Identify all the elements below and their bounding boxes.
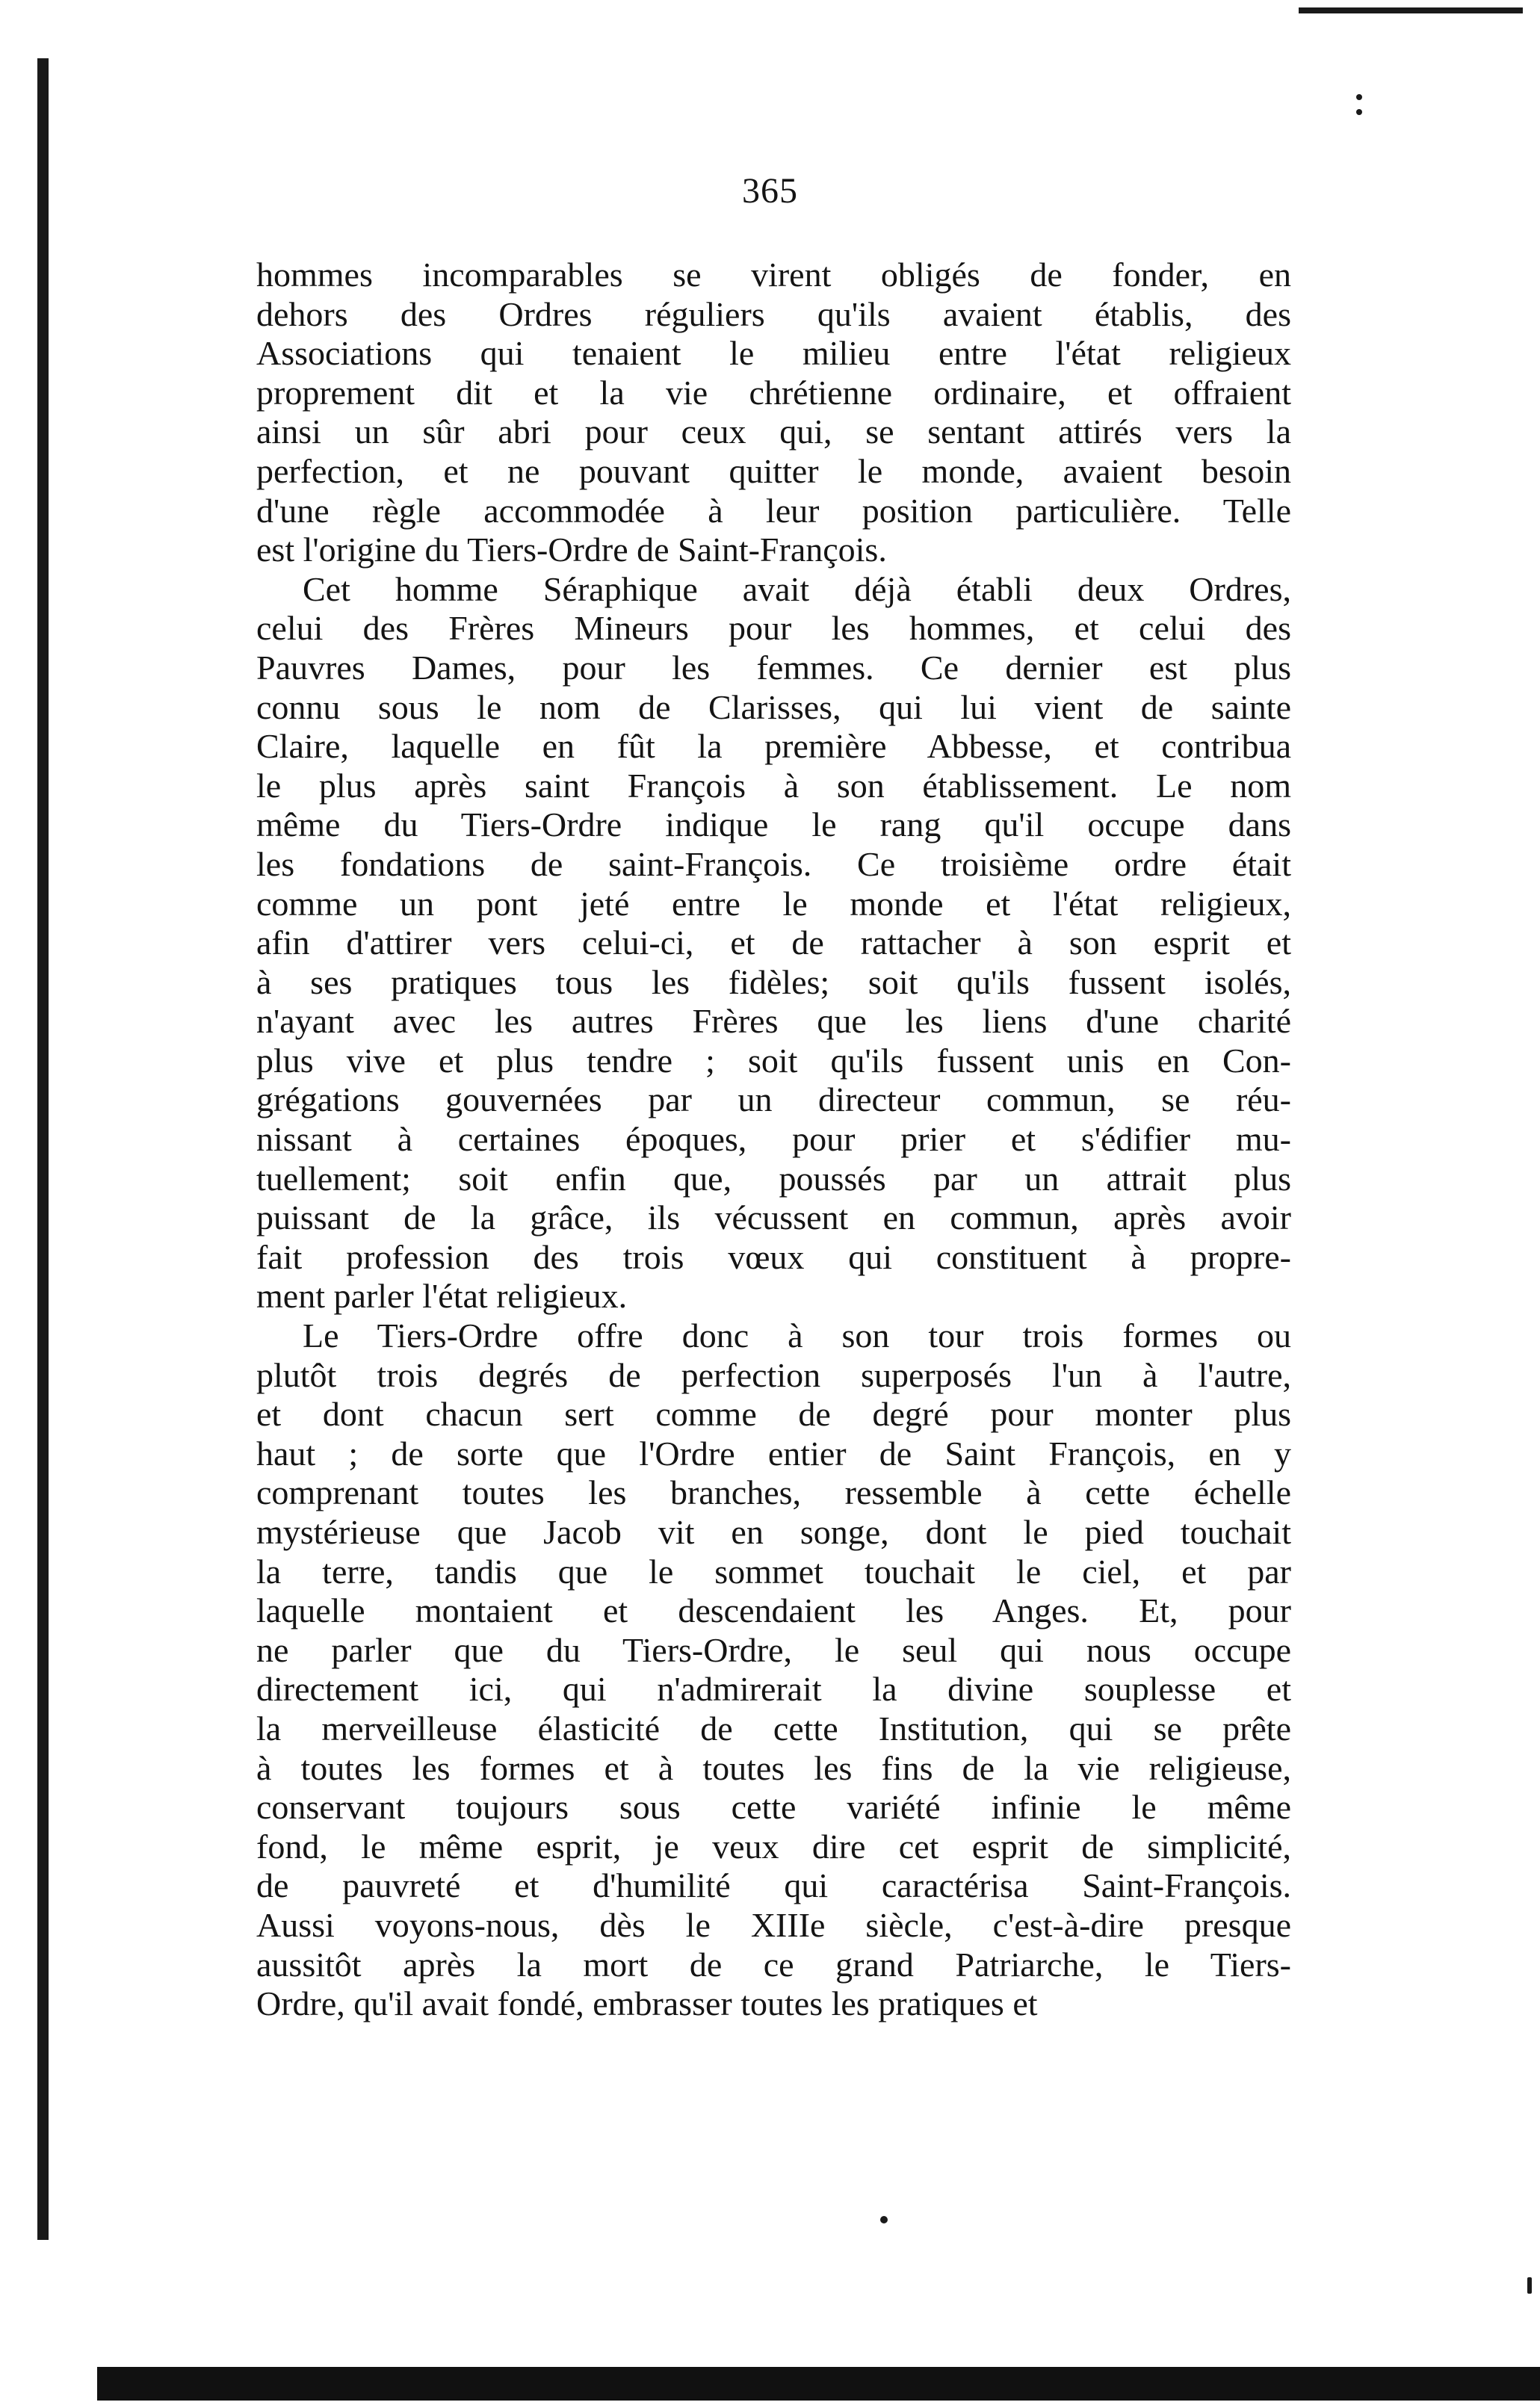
text-line: puissant de la grâce, ils vécussent en commun, après avoir	[256, 1198, 1291, 1237]
top-edge-rule	[1299, 7, 1523, 13]
text-line: directement ici, qui n'admirerait la divine souplesse et	[256, 1670, 1291, 1709]
text-line: celui des Frères Mineurs pour les hommes, et celui des	[256, 609, 1291, 648]
text-line: aussitôt après la mort de ce grand Patriarche, le Tiers-	[256, 1945, 1291, 1984]
body-text	[256, 256, 1291, 2024]
text-line: proprement dit et la vie chrétienne ordinaire, et offraient	[256, 373, 1291, 412]
text-line: ment parler l'état religieux.	[256, 1277, 628, 1316]
text-line: de pauvreté et d'humilité qui caractérisa Saint-François.	[256, 1866, 1291, 1905]
text-line: Aussi voyons-nous, dès le XIIIe siècle, c'est-à-dire presque	[256, 1905, 1291, 1944]
text-line: conservant toujours sous cette variété infinie le même	[256, 1788, 1291, 1827]
text-line: Associations qui tenaient le milieu entre l'état religieux	[256, 334, 1291, 373]
text-line: nissant à certaines époques, pour prier et s'édifier mu-	[256, 1120, 1291, 1159]
text-line: Ordre, qu'il avait fondé, embrasser toutes les pratiques et	[256, 1984, 1038, 2023]
text-line: Pauvres Dames, pour les femmes. Ce dernier est plus	[256, 648, 1291, 687]
text-line: tuellement; soit enfin que, poussés par un attrait plus	[256, 1159, 1291, 1198]
text-line: les fondations de saint-François. Ce troisième ordre était	[256, 844, 1291, 883]
text-line: Cet homme Séraphique avait déjà établi deux Ordres,	[303, 569, 1291, 608]
text-line: haut ; de sorte que l'Ordre entier de Saint François, en y	[256, 1434, 1291, 1473]
text-line: plutôt trois degrés de perfection superposés l'un à l'autre,	[256, 1355, 1291, 1394]
text-line: le plus après saint François à son établissement. Le nom	[256, 766, 1291, 805]
text-line: ne parler que du Tiers-Ordre, le seul qui nous occupe	[256, 1630, 1291, 1669]
page-number: 365	[742, 171, 798, 211]
text-line: comprenant toutes les branches, ressemble à cette échelle	[256, 1473, 1291, 1512]
text-line: fond, le même esprit, je veux dire cet esprit de simplicité,	[256, 1827, 1291, 1866]
text-line: grégations gouvernées par un directeur commun, se réu-	[256, 1080, 1291, 1119]
margin-speck	[1356, 109, 1362, 115]
text-line: mystérieuse que Jacob vit en songe, dont le pied touchait	[256, 1513, 1291, 1551]
text-line: ainsi un sûr abri pour ceux qui, se sentant attirés vers la	[256, 412, 1291, 451]
text-line: à toutes les formes et à toutes les fins de la vie religieuse,	[256, 1748, 1291, 1787]
text-line: à ses pratiques tous les fidèles; soit qu'ils fussent isolés,	[256, 962, 1291, 1001]
text-line: laquelle montaient et descendaient les Anges. Et, pour	[256, 1591, 1291, 1630]
left-edge-rule	[37, 58, 49, 2240]
margin-speck	[880, 2216, 888, 2223]
text-line: fait profession des trois vœux qui constituent à propre-	[256, 1237, 1291, 1276]
text-line: d'une règle accommodée à leur position particulière. Telle	[256, 491, 1291, 530]
text-line: et dont chacun sert comme de degré pour monter plus	[256, 1395, 1291, 1434]
margin-speck	[1356, 94, 1362, 100]
text-line: est l'origine du Tiers-Ordre de Saint-François.	[256, 530, 887, 569]
text-line: la terre, tandis que le sommet touchait le ciel, et par	[256, 1552, 1291, 1591]
text-line: hommes incomparables se virent obligés de fonder, en	[256, 256, 1291, 294]
text-line: comme un pont jeté entre le monde et l'état religieux,	[256, 884, 1291, 923]
text-line: connu sous le nom de Clarisses, qui lui vient de sainte	[256, 687, 1291, 726]
margin-speck	[1527, 2277, 1532, 2294]
text-line: même du Tiers-Ordre indique le rang qu'il occupe dans	[256, 805, 1291, 844]
text-line: n'ayant avec les autres Frères que les liens d'une charité	[256, 1002, 1291, 1041]
text-line: dehors des Ordres réguliers qu'ils avaient établis, des	[256, 294, 1291, 333]
text-line: la merveilleuse élasticité de cette Institution, qui se prête	[256, 1709, 1291, 1748]
text-line: perfection, et ne pouvant quitter le monde, avaient besoin	[256, 451, 1291, 490]
text-line: plus vive et plus tendre ; soit qu'ils fussent unis en Con-	[256, 1041, 1291, 1080]
text-line: Claire, laquelle en fût la première Abbesse, et contribua	[256, 727, 1291, 766]
text-line: Le Tiers-Ordre offre donc à son tour trois formes ou	[303, 1316, 1291, 1355]
bottom-edge-band	[97, 2367, 1540, 2401]
text-line: afin d'attirer vers celui-ci, et de rattacher à son esprit et	[256, 923, 1291, 962]
